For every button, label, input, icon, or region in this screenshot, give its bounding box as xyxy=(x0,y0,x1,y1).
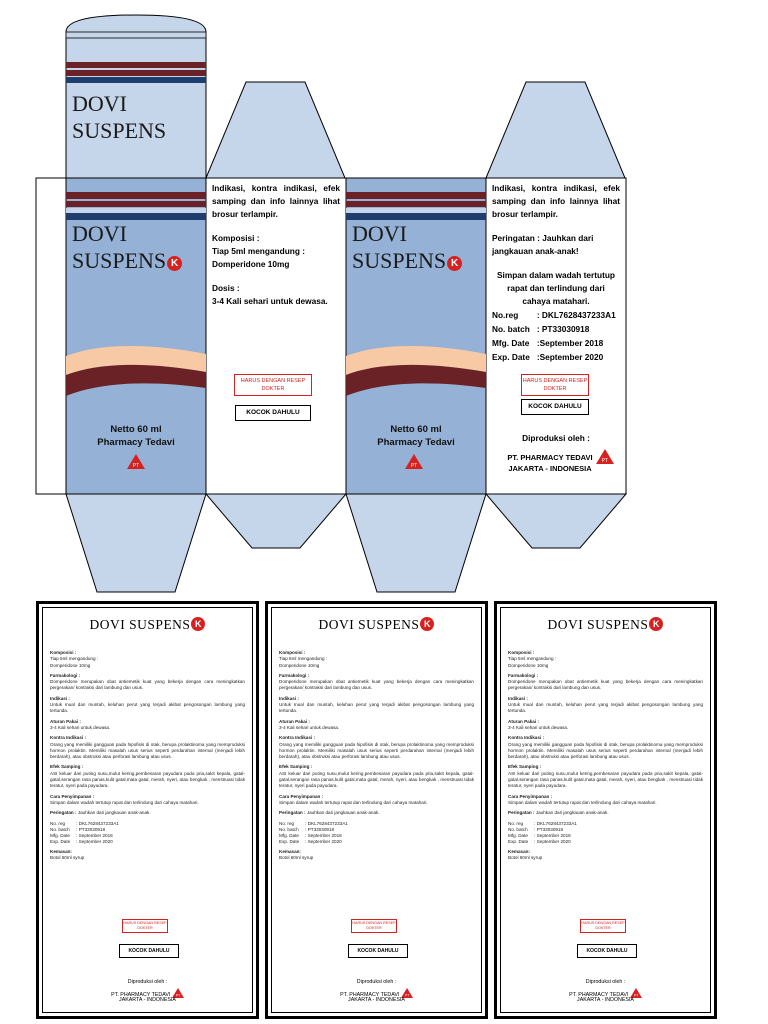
back-netto xyxy=(346,423,486,449)
lf-cara-heading: Cara Penyimpanan : xyxy=(508,793,553,799)
lf-indikasi-heading: Indikasi : xyxy=(50,695,70,701)
lf-row-label: Mfg. Date xyxy=(50,832,70,838)
lf-kemasan-heading: Kemasan: xyxy=(508,848,530,854)
lf-kocok-box: KOCOK DAHULU xyxy=(119,944,179,958)
lf-row-label: No. batch xyxy=(50,826,70,832)
side2-indikasi: Indikasi, kontra indikasi, efek samping dan info lainnya lihat brosur terlampir. xyxy=(492,183,620,219)
lf-kontra: Orang yang memiliki gangguan pada hipofisis di otak, berupa prolaktinoma yang memproduksi hormon prolaktin. Memiliki masalah usus serius seperti perdarahan internal (menjadi lebih berdarah), atau obstruksi atau perforasi lambung atau usus. xyxy=(50,741,245,760)
lf-komposisi-2: Domperidone 10mg xyxy=(508,662,549,668)
svg-text:PT: PT xyxy=(404,993,409,998)
side1-text xyxy=(212,182,340,308)
leaflet-1 xyxy=(36,601,259,1019)
front-bottom-flap xyxy=(66,494,206,592)
k-badge-icon: K xyxy=(420,617,434,631)
side2-top-flap xyxy=(486,82,625,178)
lid-stripe-blue xyxy=(66,77,206,83)
lf-company: PT. PHARMACY TEDAVI PT xyxy=(268,988,485,999)
lf-diproduksi: Diproduksi oleh : xyxy=(356,979,397,985)
svg-text:PT: PT xyxy=(132,463,140,469)
lf-row-value: : PT33030918 xyxy=(534,826,564,832)
lf-company: PT. PHARMACY TEDAVI PT xyxy=(497,988,714,999)
side2-row-value: :September 2020 xyxy=(536,352,604,362)
back-stripe-1 xyxy=(346,192,486,199)
lf-komposisi-heading: Komposisi : xyxy=(508,650,535,655)
lf-kontra: Orang yang memiliki gangguan pada hipofisis di otak, berupa prolaktinoma yang memproduksi hormon prolaktin. Memiliki masalah usus serius seperti perdarahan internal (menjadi lebih berdarah), atau obstruksi atau perforasi lambung atau usus. xyxy=(508,741,703,760)
k-badge-icon: K xyxy=(649,617,663,631)
front-stripe-light xyxy=(66,208,206,213)
lf-row-value: : DKL7628437233A1 xyxy=(76,820,119,826)
side2-row-value: : PT33030918 xyxy=(536,324,590,334)
lf-row-label: No. batch xyxy=(279,826,299,832)
side1-resep-box: HARUS DENGAN RESEP DOKTER xyxy=(234,374,312,396)
lid-band xyxy=(66,32,206,38)
lf-peringatan-heading: Peringatan : xyxy=(50,810,77,816)
lf-row-value: : September 2018 xyxy=(305,832,342,838)
lid-stripe-maroon-1 xyxy=(66,62,206,68)
lf-row-value: : PT33030918 xyxy=(76,826,106,832)
lf-peringatan-heading: Peringatan : xyxy=(279,810,306,816)
side2-resep-box: HARUS DENGAN RESEP DOKTER xyxy=(521,374,589,396)
lf-row-value: : September 2018 xyxy=(76,832,113,838)
lf-aturan-heading: Aturan Pakai : xyxy=(508,718,539,724)
lf-kemasan-heading: Kemasan: xyxy=(279,848,301,854)
lf-cara: Simpan dalam wadah tertutup rapat dan terlindung dari cahaya matahari. xyxy=(50,799,199,805)
lf-resep-box: HARUS DENGAN RESEP DOKTER xyxy=(351,919,397,933)
back-stripe-blue xyxy=(346,213,486,220)
side1-dosis-label: Dosis : xyxy=(212,283,240,293)
side1-komposisi-label: Komposisi : xyxy=(212,233,260,243)
lf-komposisi-1: Tiap 5ml mengandung : xyxy=(279,656,328,662)
lf-farmakologi: Domperidone merupakan obat antiemetik kuat yang bekerja dengan cara meningkatkan pergerakan/ kontraksi dari lambung dan usus. xyxy=(50,679,245,691)
lf-komposisi-1: Tiap 5ml mengandung : xyxy=(508,656,557,662)
side2-info-table xyxy=(492,308,617,364)
back-bottom-flap xyxy=(346,494,486,592)
lf-info-table xyxy=(279,821,354,845)
side2-text xyxy=(492,182,620,364)
netto-volume: Netto 60 ml xyxy=(110,424,162,435)
svg-text:PT: PT xyxy=(410,463,418,469)
k-badge-icon: K xyxy=(447,256,462,271)
lf-komposisi-heading: Komposisi : xyxy=(50,650,77,655)
side1-dosis-text: 3-4 Kali sehari untuk dewasa. xyxy=(212,296,328,306)
front-brand-line1: DOVI xyxy=(72,221,127,246)
lf-row-value: : September 2020 xyxy=(305,838,342,844)
lf-efek-heading: Efek Samping : xyxy=(279,764,313,770)
side2-simpan: Simpan dalam wadah tertutup rapat dan terlindung dari cahaya matahari. xyxy=(496,270,616,306)
side1-bottom-flap xyxy=(206,494,346,548)
lf-komposisi-2: Domperidone 10mg xyxy=(279,662,320,668)
front-netto xyxy=(66,423,206,449)
lf-kemasan-heading: Kemasan: xyxy=(50,848,72,854)
glue-flap xyxy=(36,178,66,494)
lf-kemasan: Botol 60ml syrup xyxy=(508,854,543,860)
lf-row-label: Mfg. Date xyxy=(279,832,299,838)
lf-indikasi: Untuk mual dan muntah, keluhan perut yang terjadi akibat pengosongan lambung yang tertunda. xyxy=(508,702,703,714)
side2-row-value: :September 2018 xyxy=(536,338,604,348)
k-badge-icon: K xyxy=(167,256,182,271)
lf-kocok-box: KOCOK DAHULU xyxy=(577,944,637,958)
side2-row-label: Exp. Date xyxy=(492,352,530,362)
back-brand xyxy=(352,220,462,274)
netto-company: Pharmacy Tedavi xyxy=(377,437,455,448)
lf-aturan: 3-4 Kali sehari untuk dewasa. xyxy=(50,724,111,730)
side2-row-value: : DKL7628437233A1 xyxy=(536,310,616,320)
lf-row-value: : PT33030918 xyxy=(305,826,335,832)
lf-aturan-heading: Aturan Pakai : xyxy=(50,718,81,724)
front-stripe-blue xyxy=(66,213,206,220)
lf-row-value: : DKL7628437233A1 xyxy=(305,820,348,826)
lf-farmakologi-heading: Farmakologi : xyxy=(508,672,539,678)
leaflet-body xyxy=(508,646,703,861)
leaflet-2 xyxy=(265,601,488,1019)
k-badge-icon: K xyxy=(191,617,205,631)
lf-diproduksi: Diproduksi oleh : xyxy=(585,979,626,985)
lf-farmakologi: Domperidone merupakan obat antiemetik kuat yang bekerja dengan cara meningkatkan pergerakan/ kontraksi dari lambung dan usus. xyxy=(279,679,474,691)
lf-city: JAKARTA - INDONESIA xyxy=(577,997,634,1003)
side1-komposisi-text: Tiap 5ml mengandung : Domperidone 10mg xyxy=(212,246,305,269)
lf-kontra-heading: Kontra Indikasi : xyxy=(50,735,86,741)
side2-row-label: Mfg. Date xyxy=(492,338,530,348)
pt-logo-icon xyxy=(405,454,423,469)
lf-aturan: 3-4 Kali sehari untuk dewasa. xyxy=(279,724,340,730)
lf-kontra: Orang yang memiliki gangguan pada hipofisis di otak, berupa prolaktinoma yang memproduksi hormon prolaktin. Memiliki masalah usus serius seperti perdarahan internal (menjadi lebih berdarah), atau obstruksi atau perforasi lambung atau usus. xyxy=(279,741,474,760)
svg-text:PT: PT xyxy=(633,993,638,998)
side2-city: JAKARTA - INDONESIA xyxy=(508,464,592,473)
lf-indikasi: Untuk mual dan muntah, keluhan perut yang terjadi akibat pengosongan lambung yang tertunda. xyxy=(50,702,245,714)
lf-aturan: 3-4 Kali sehari untuk dewasa. xyxy=(508,724,569,730)
lf-farmakologi-heading: Farmakologi : xyxy=(279,672,310,678)
lf-efek: ASI keluar dari puting susu,mulut kering,pembesaran payudara pada pria,sakit kepala, gatal-gatal,serangan rasa panas,kulit gatal,mata gatal, merah, nyeri, atau bengkak , menstruasi tidak teratur, nyeri pada payudara. xyxy=(508,770,703,789)
lf-info-table xyxy=(50,821,125,845)
lf-indikasi-heading: Indikasi : xyxy=(508,695,528,701)
leaflet-body xyxy=(50,646,245,861)
lf-efek: ASI keluar dari puting susu,mulut kering,pembesaran payudara pada pria,sakit kepala, gatal-gatal,serangan rasa panas,kulit gatal,mata gatal, merah, nyeri, atau bengkak , menstruasi tidak teratur, nyeri pada payudara. xyxy=(279,770,474,789)
lf-row-label: Mfg. Date xyxy=(508,832,528,838)
lf-row-label: Exp. Date xyxy=(279,838,300,844)
lf-info-table xyxy=(508,821,583,845)
side1-kocok-box: KOCOK DAHULU xyxy=(235,405,311,421)
side2-row-label: No. batch xyxy=(492,324,530,334)
lf-row-value: : September 2018 xyxy=(534,832,571,838)
lid-stripe-maroon-2 xyxy=(66,70,206,76)
lf-cara: Simpan dalam wadah tertutup rapat dan terlindung dari cahaya matahari. xyxy=(279,799,428,805)
lf-city: JAKARTA - INDONESIA xyxy=(119,997,176,1003)
lf-indikasi-heading: Indikasi : xyxy=(279,695,299,701)
lf-peringatan-heading: Peringatan : xyxy=(508,810,535,816)
lf-kontra-heading: Kontra Indikasi : xyxy=(508,735,544,741)
front-brand-line2: SUSPENS xyxy=(72,248,167,273)
leaflet-3 xyxy=(494,601,717,1019)
svg-text:PT: PT xyxy=(175,993,180,998)
lf-komposisi-2: Domperidone 10mg xyxy=(50,662,91,668)
lf-row-label: No. reg xyxy=(279,820,295,826)
side2-peringatan: Peringatan : Jauhkan dari jangkauan anak-anak! xyxy=(492,233,594,256)
lf-komposisi-heading: Komposisi : xyxy=(279,650,306,655)
side2-kocok-box: KOCOK DAHULU xyxy=(521,399,589,415)
pt-logo-icon xyxy=(127,454,145,469)
lf-efek-heading: Efek Samping : xyxy=(508,764,542,770)
lf-row-value: : September 2020 xyxy=(76,838,113,844)
leaflet-title: DOVI SUSPENS K xyxy=(268,617,485,633)
back-brand-line2: SUSPENS xyxy=(352,248,447,273)
lf-efek-heading: Efek Samping : xyxy=(50,764,84,770)
side2-row-label: No.reg xyxy=(492,310,519,320)
lf-cara-heading: Cara Penyimpanan : xyxy=(50,793,95,799)
lf-kemasan: Botol 60ml syrup xyxy=(50,854,85,860)
lf-farmakologi: Domperidone merupakan obat antiemetik kuat yang bekerja dengan cara meningkatkan pergerakan/ kontraksi dari lambung dan usus. xyxy=(508,679,703,691)
lf-resep-box: HARUS DENGAN RESEP DOKTER xyxy=(580,919,626,933)
netto-company: Pharmacy Tedavi xyxy=(97,437,175,448)
lf-farmakologi-heading: Farmakologi : xyxy=(50,672,81,678)
lf-peringatan: Jauhkan dari jangkauan anak-anak. xyxy=(306,810,380,816)
lf-komposisi-1: Tiap 5ml mengandung : xyxy=(50,656,99,662)
lf-row-value: : September 2020 xyxy=(534,838,571,844)
lf-row-label: No. reg xyxy=(50,820,66,826)
lf-peringatan: Jauhkan dari jangkauan anak-anak. xyxy=(77,810,151,816)
lf-cara: Simpan dalam wadah tertutup rapat dan terlindung dari cahaya matahari. xyxy=(508,799,657,805)
lf-aturan-heading: Aturan Pakai : xyxy=(279,718,310,724)
side1-indikasi: Indikasi, kontra indikasi, efek samping dan info lainnya lihat brosur terlampir. xyxy=(212,183,340,219)
lid-brand xyxy=(72,90,166,144)
side2-company: PT. PHARMACY TEDAVI xyxy=(507,453,593,462)
back-stripe-light xyxy=(346,208,486,213)
side2-diproduksi: Diproduksi oleh : xyxy=(522,433,590,443)
side2-bottom-flap xyxy=(486,494,626,548)
lf-row-label: No. batch xyxy=(508,826,528,832)
lf-diproduksi: Diproduksi oleh : xyxy=(127,979,168,985)
back-brand-line1: DOVI xyxy=(352,221,407,246)
lf-peringatan: Jauhkan dari jangkauan anak-anak. xyxy=(535,810,609,816)
lf-row-label: No. reg xyxy=(508,820,524,826)
side1-top-flap xyxy=(206,82,345,178)
lf-row-label: Exp. Date xyxy=(508,838,529,844)
lf-resep-box: HARUS DENGAN RESEP DOKTER xyxy=(122,919,168,933)
lf-row-label: Exp. Date xyxy=(50,838,71,844)
lf-efek: ASI keluar dari puting susu,mulut kering,pembesaran payudara pada pria,sakit kepala, gatal-gatal,serangan rasa panas,kulit gatal,mata gatal, merah, nyeri, atau bengkak , menstruasi tidak teratur, nyeri pada payudara. xyxy=(50,770,245,789)
lf-indikasi: Untuk mual dan muntah, keluhan perut yang terjadi akibat pengosongan lambung yang tertunda. xyxy=(279,702,474,714)
leaflet-title: DOVI SUSPENS K xyxy=(39,617,256,633)
pt-logo-icon xyxy=(596,449,614,464)
back-stripe-2 xyxy=(346,201,486,207)
front-brand xyxy=(72,220,182,274)
lf-company: PT. PHARMACY TEDAVI PT xyxy=(39,988,256,999)
netto-volume: Netto 60 ml xyxy=(390,424,442,435)
lid-brand-line1: DOVI xyxy=(72,91,127,116)
svg-text:PT: PT xyxy=(601,458,609,464)
lf-city: JAKARTA - INDONESIA xyxy=(348,997,405,1003)
lf-cara-heading: Cara Penyimpanan : xyxy=(279,793,324,799)
lf-row-value: : DKL7628437233A1 xyxy=(534,820,577,826)
lf-kontra-heading: Kontra Indikasi : xyxy=(279,735,315,741)
lid-brand-line2: SUSPENS xyxy=(72,118,167,143)
leaflet-body xyxy=(279,646,474,861)
front-stripe-1 xyxy=(66,192,206,199)
side2-producer xyxy=(486,452,614,474)
lf-kemasan: Botol 60ml syrup xyxy=(279,854,314,860)
leaflet-title: DOVI SUSPENS K xyxy=(497,617,714,633)
lf-kocok-box: KOCOK DAHULU xyxy=(348,944,408,958)
front-stripe-2 xyxy=(66,201,206,207)
